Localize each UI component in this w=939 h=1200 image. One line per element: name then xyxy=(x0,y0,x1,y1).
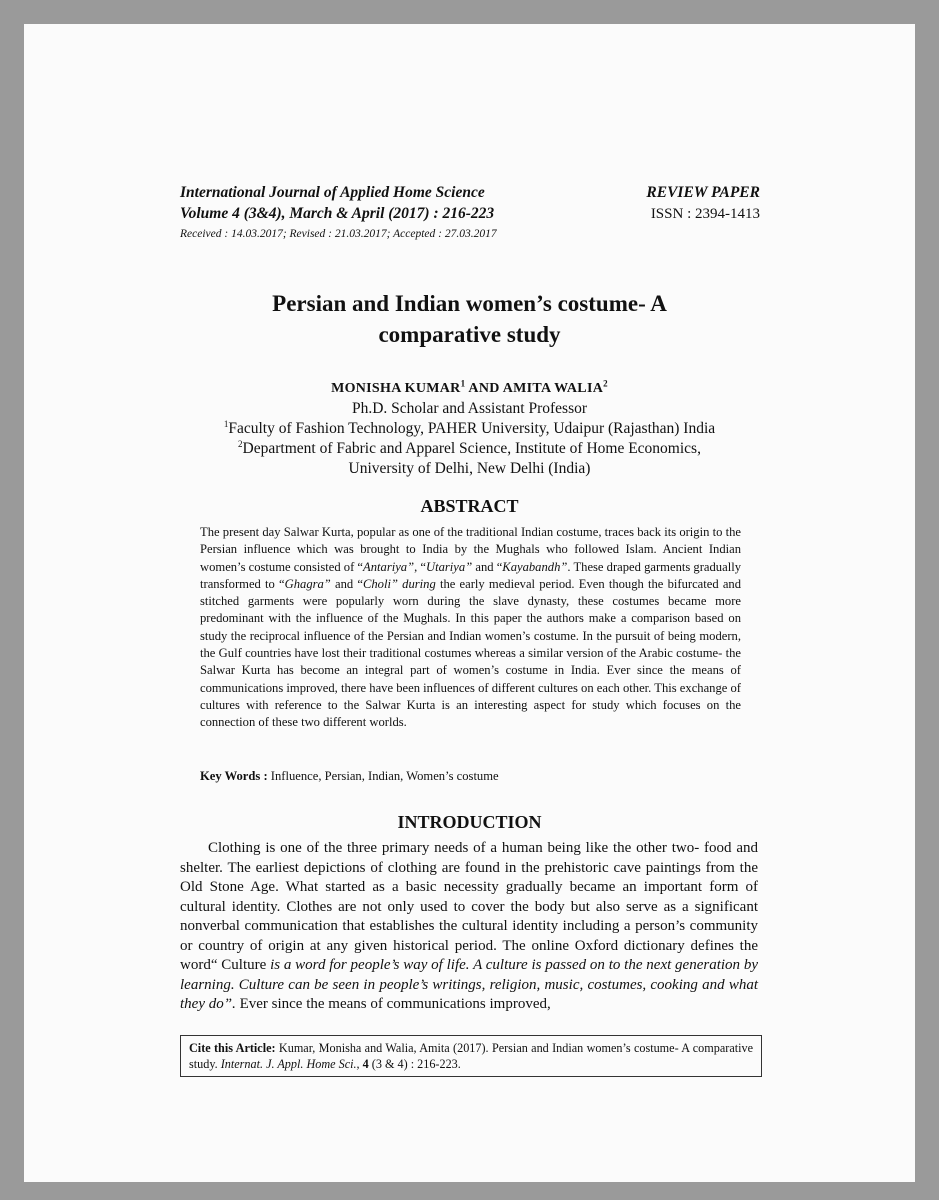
term-kayabandh: Kayabandh” xyxy=(502,559,568,574)
title-line-1: Persian and Indian women’s costume- A xyxy=(272,291,667,316)
author-names xyxy=(24,379,915,399)
intro-part: Ever since the means of communications improved, xyxy=(235,996,551,1012)
author-1: MONISHA KUMAR xyxy=(331,381,461,396)
author-block xyxy=(24,379,915,479)
abstract-part: and “ xyxy=(330,576,363,591)
affiliation-2 xyxy=(24,439,915,459)
author-2-sup: 2 xyxy=(603,378,608,389)
culture-quote: is a word for people’s way of life. A culture is passed on to the next generation by learning. Culture can be seen in people’s writings, religion, music, costumes, cooking and what they do”. xyxy=(180,957,758,1012)
paper-page xyxy=(24,24,915,1182)
intro-part: Clothing is one of the three primary needs of a human being like the other two- food and shelter. The earliest depictions of clothing are found in the prehistoric cave paintings from the Old Stone Age. What started as a basic necessity gradually became an important form of cultural identity. Clothes are not only used to cover the body but also serve as a significant nonverbal communication that establishes the cultural identity including a person’s community or country of origin at any given historical period. The online Oxford dictionary defines the word“ Culture xyxy=(180,840,758,973)
term-utariya: Utariya” xyxy=(426,559,473,574)
keywords-label: Key Words : xyxy=(200,769,268,783)
author-2: AMITA WALIA xyxy=(502,381,604,396)
abstract-part: the early medieval period. Even though the bifurcated and stitched garments were popularly worn during the slave dynasty, these costumes became more predominant with the influence of the Mughals. In this paper the authors make a comparison based on study the reciprocal influence of the Persian and Indian women’s costume. In the pursuit of being modern, the Gulf countries have lost their traditional costumes whereas a similar version of the Arabic costume- the Salwar Kurta has become an integral part of women’s costume in India. Ever since the means of communications improved, there have been influences of different cultures on each other. This exchange of cultures with reference to the Salwar Kurta is an interesting aspect for study which focuses on the connection of these two different worlds. xyxy=(200,576,742,730)
introduction-heading: INTRODUCTION xyxy=(397,812,542,832)
affiliation-2-text: Department of Fabric and Apparel Science, Institute of Home Economics, xyxy=(242,440,701,457)
abstract-part: The present day Salwar Kurta, popular as one of the traditional Indian costume, traces back its origin to the Persian influence which was brought to India by the Mughals who followed Islam. Ancient Indian women’s costume consisted of “ xyxy=(200,525,741,574)
citation-text: Kumar, Monisha and Walia, Amita (2017). Persian and Indian women’s costume- A comparative study. xyxy=(189,1041,754,1071)
affiliation-2-cont: University of Delhi, New Delhi (India) xyxy=(348,460,591,477)
author-1-sup: 1 xyxy=(460,378,466,389)
term-antariya: Antariya” xyxy=(363,559,415,574)
citation-box xyxy=(180,1035,762,1077)
affiliation-2-sup: 2 xyxy=(238,438,243,449)
abstract-part: and “ xyxy=(472,559,503,574)
keywords xyxy=(200,769,499,784)
term-ghagra: Ghagra” xyxy=(284,576,331,591)
author-connector: AND xyxy=(465,381,503,396)
term-choli: Choli” during xyxy=(362,576,436,591)
citation-journal: Internat. J. Appl. Home Sci., xyxy=(220,1057,360,1071)
affiliation-1-text: Faculty of Fashion Technology, PAHER University, Udaipur (Rajasthan) India xyxy=(228,420,716,437)
citation-volume: 4 xyxy=(362,1057,369,1071)
author-roles: Ph.D. Scholar and Assistant Professor xyxy=(351,400,588,417)
journal-name: International Journal of Applied Home Science xyxy=(180,184,485,201)
received-dates: Received : 14.03.2017; Revised : 21.03.2017; Accepted : 27.03.2017 xyxy=(180,228,497,240)
abstract-heading: ABSTRACT xyxy=(420,496,519,516)
abstract-text xyxy=(200,524,741,732)
paper-type: REVIEW PAPER xyxy=(646,184,760,201)
citation-label: Cite this Article: xyxy=(189,1041,276,1055)
affiliation-1 xyxy=(24,419,915,439)
abstract-part: , “ xyxy=(414,559,427,574)
journal-volume: Volume 4 (3&4), March & April (2017) : 216-223 xyxy=(180,205,495,222)
citation-pages: (3 & 4) : 216-223. xyxy=(368,1057,461,1071)
journal-header xyxy=(180,182,494,224)
paper-title xyxy=(24,288,915,350)
introduction-text xyxy=(180,839,758,1015)
issn: ISSN : 2394-1413 xyxy=(650,206,760,222)
keywords-value: Influence, Persian, Indian, Women’s costume xyxy=(267,769,499,783)
abstract-part: . These draped garments gradually transformed to “ xyxy=(200,559,741,591)
affiliation-1-sup: 1 xyxy=(223,418,229,429)
title-line-2: comparative study xyxy=(378,322,561,347)
